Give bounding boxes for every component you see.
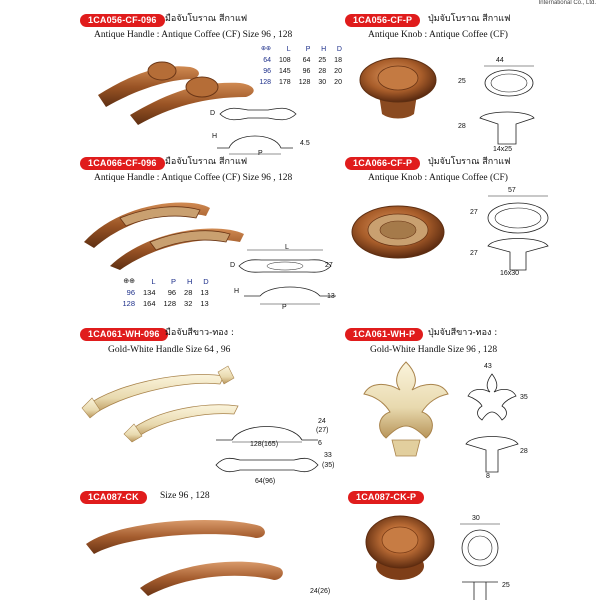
spec-cell: 25 <box>318 57 327 64</box>
knob-diagram-side <box>462 432 522 477</box>
knob-diagram-top <box>484 196 554 236</box>
spec-cell: 96 <box>167 288 177 297</box>
spec-header: H <box>321 45 327 53</box>
knob-photo <box>356 48 446 128</box>
product-code-tag: 1CA061-WH-P <box>345 328 423 341</box>
spec-header: P <box>305 45 311 53</box>
spec-header: D <box>203 276 209 286</box>
dim-label: 25 <box>458 78 466 85</box>
knob-diagram-top <box>462 372 522 422</box>
spec-cell: 128 <box>163 299 177 308</box>
spec-cell: 128 <box>298 79 311 86</box>
spec-header: H <box>186 276 193 286</box>
product-thai-name: มือจับโบราณ สีกาแฟ <box>165 157 248 167</box>
product-code-tag: 1CA061-WH-096 <box>80 328 168 341</box>
spec-cell: 178 <box>279 79 291 86</box>
dim-label: 44 <box>496 57 504 64</box>
spec-header: L <box>151 276 156 286</box>
dim-label: D <box>230 262 236 269</box>
spec-cell: 128 <box>259 79 271 86</box>
dim-label: 33 <box>324 452 332 459</box>
spec-icon: ⊕⊕ <box>260 46 271 52</box>
handle-diagram-side <box>240 282 340 312</box>
spec-cell: 96 <box>126 288 135 297</box>
dim-label: L <box>285 244 289 251</box>
spec-cell: 28 <box>318 68 327 75</box>
knob-photo <box>360 508 440 588</box>
dim-label: 27 <box>325 262 333 269</box>
knob-diagram-top <box>456 524 506 574</box>
spec-icon: ⊕⊕ <box>123 278 135 285</box>
dim-label: 13 <box>327 293 335 300</box>
knob-photo <box>348 196 448 266</box>
spec-cell: 96 <box>302 68 311 75</box>
spec-cell: 30 <box>318 79 327 86</box>
spec-header: P <box>171 276 177 286</box>
spec-header: D <box>336 45 342 53</box>
dim-label: 64(96) <box>255 478 276 485</box>
spec-cell: 20 <box>334 79 342 86</box>
spec-cell: 18 <box>334 57 342 64</box>
spec-cell: 28 <box>184 288 193 297</box>
spec-cell: 64 <box>302 57 311 64</box>
dim-label: 24 <box>318 418 326 425</box>
dim-label: 43 <box>484 363 492 370</box>
product-description: Size 96 , 128 <box>160 491 210 501</box>
handle-diagram-top <box>235 248 335 278</box>
product-description: Antique Handle : Antique Coffee (CF) Size 96 , 128 <box>94 173 293 183</box>
spec-cell: 108 <box>279 57 291 64</box>
spec-cell: 134 <box>143 288 156 297</box>
dim-label: H <box>234 288 240 295</box>
product-description: Gold-White Handle Size 96 , 128 <box>370 345 498 355</box>
spec-cell: 20 <box>334 68 342 75</box>
handle-photo <box>80 508 290 598</box>
company-name: International Co., Ltd. <box>538 0 596 6</box>
dim-label: 30 <box>472 515 480 522</box>
product-code-tag: 1CA066-CF-096 <box>80 157 165 170</box>
dim-label: (27) <box>316 427 329 434</box>
product-thai-name: มือจับสีขาว-ทอง : <box>165 328 234 338</box>
knob-diagram-side <box>476 110 536 150</box>
spec-cell: 145 <box>279 68 291 75</box>
dim-label: H <box>212 133 218 140</box>
spec-cell: 128 <box>122 299 135 308</box>
dim-label: P <box>282 304 287 311</box>
spec-cell: 164 <box>143 299 156 308</box>
dim-label: (35) <box>322 462 335 469</box>
product-thai-name: ปุ่มจับโบราณ สีกาแฟ <box>428 157 511 167</box>
dim-label: D <box>210 110 216 117</box>
spec-table <box>252 42 347 89</box>
knob-diagram-top <box>478 66 538 101</box>
dim-label: 8 <box>486 473 490 480</box>
product-code-tag: 1CA056-CF-096 <box>80 14 165 27</box>
dim-label: P <box>258 150 263 157</box>
product-code-tag: 1CA066-CF-P <box>345 157 420 170</box>
product-code-tag: 1CA087-CK <box>80 491 147 504</box>
product-thai-name: มือจับโบราณ สีกาแฟ <box>165 14 248 24</box>
dim-label: 4.5 <box>300 140 310 147</box>
dim-label: 128(165) <box>250 441 279 448</box>
product-description: Gold-White Handle Size 64 , 96 <box>108 345 231 355</box>
dim-label: 24(26) <box>310 588 331 595</box>
dim-label: 16x30 <box>500 270 520 277</box>
spec-table <box>110 274 214 310</box>
handle-photo <box>80 192 250 272</box>
handle-diagram-top <box>218 104 298 124</box>
product-code-tag: 1CA056-CF-P <box>345 14 420 27</box>
product-code-tag: 1CA087-CK-P <box>348 491 424 504</box>
knob-photo <box>356 356 456 466</box>
spec-cell: 64 <box>263 57 271 64</box>
product-thai-name: ปุ่มจับโบราณ สีกาแฟ <box>428 14 511 24</box>
knob-diagram-side <box>456 576 506 600</box>
spec-cell: 13 <box>200 299 209 308</box>
dim-label: 27 <box>470 250 478 257</box>
dim-label: 57 <box>508 187 516 194</box>
dim-label: 28 <box>520 448 528 455</box>
dim-label: 6 <box>318 440 322 447</box>
product-thai-name: ปุ่มจับสีขาว-ทอง : <box>428 328 498 338</box>
dim-label: 27 <box>470 209 478 216</box>
spec-cell: 96 <box>263 68 271 75</box>
spec-header: L <box>286 45 291 53</box>
spec-cell: 13 <box>200 288 209 297</box>
dim-label: 35 <box>520 394 528 401</box>
dim-label: 14x25 <box>493 146 513 153</box>
product-description: Antique Handle : Antique Coffee (CF) Size 96 , 128 <box>94 30 293 40</box>
product-description: Antique Knob : Antique Coffee (CF) <box>368 30 508 40</box>
spec-cell: 32 <box>184 299 193 308</box>
handle-diagram-top <box>212 452 322 478</box>
product-description: Antique Knob : Antique Coffee (CF) <box>368 173 508 183</box>
dim-label: 28 <box>458 123 466 130</box>
dim-label: 25 <box>502 582 510 589</box>
